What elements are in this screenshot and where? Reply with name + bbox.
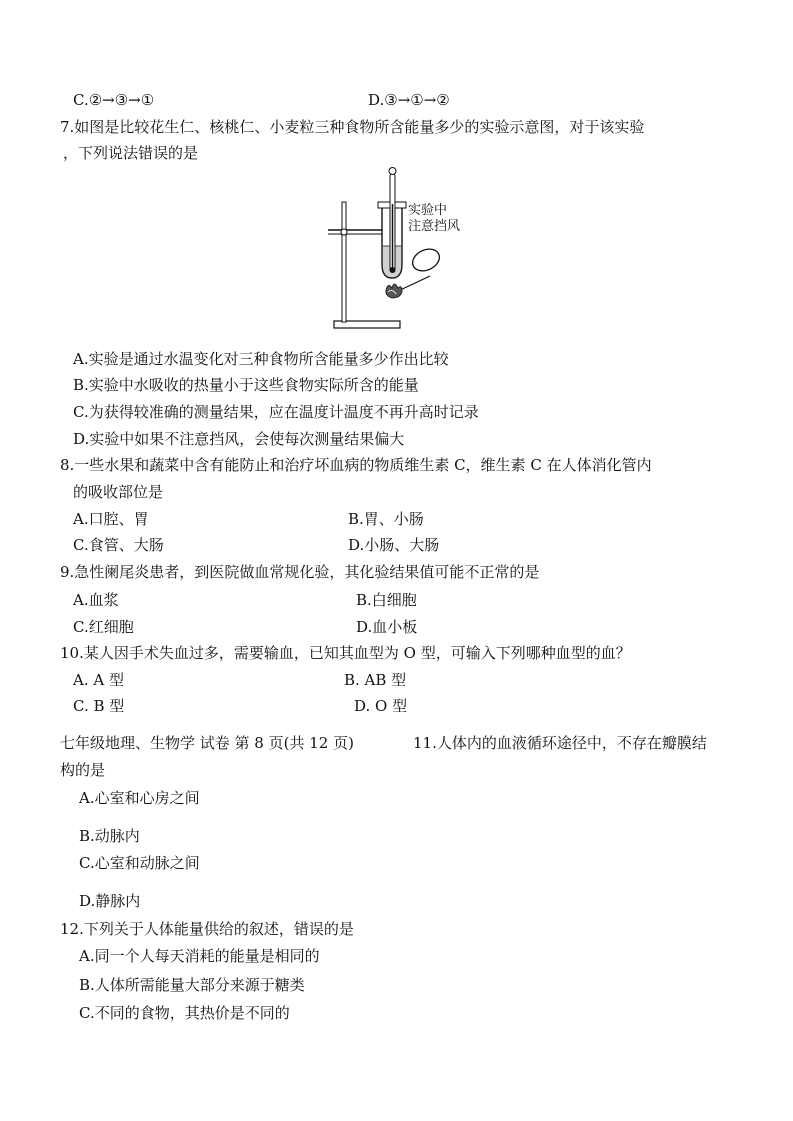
q10-option-b: B. AB 型 (344, 671, 407, 689)
q12-option-a: A.同一个人每天消耗的能量是相同的 (79, 947, 320, 965)
q8-option-a: A.口腔、胃 (73, 510, 149, 528)
q7-stem-line2: ，下列说法错误的是 (63, 144, 199, 162)
q10-option-c: C. B 型 (73, 697, 125, 715)
q7-option-d: D.实验中如果不注意挡风，会使每次测量结果偏大 (73, 430, 405, 448)
q9-option-c: C.红细胞 (73, 618, 134, 636)
q7-option-c: C.为获得较准确的测量结果，应在温度计温度不再升高时记录 (73, 403, 479, 421)
q8-option-d: D.小肠、大肠 (348, 536, 440, 554)
q9-stem: 9.急性阑尾炎患者，到医院做血常规化验，其化验结果值可能不正常的是 (60, 563, 540, 581)
q10-option-d: D. O 型 (354, 697, 408, 715)
q8-option-b: B.胃、小肠 (348, 510, 424, 528)
q6-option-c: C.②→③→① (73, 91, 155, 109)
q12-stem: 12.下列关于人体能量供给的叙述，错误的是 (60, 920, 354, 938)
q11-option-b: B.动脉内 (79, 827, 140, 845)
q11-stem-line2: 构的是 (60, 761, 106, 779)
q11-option-d: D.静脉内 (79, 892, 141, 910)
q11-option-a: A.心室和心房之间 (79, 789, 200, 807)
clamp-knob (341, 229, 347, 235)
q12-option-b: B.人体所需能量大部分来源于糖类 (79, 976, 305, 994)
q11-option-c: C.心室和动脉之间 (79, 854, 200, 872)
q12-option-c: C.不同的食物，其热价是不同的 (79, 1004, 290, 1022)
q7-option-b: B.实验中水吸收的热量小于这些食物实际所含的能量 (73, 376, 419, 394)
q9-option-b: B.白细胞 (356, 591, 417, 609)
q7-option-a: A.实验是通过水温变化对三种食物所含能量多少作出比较 (73, 350, 449, 368)
experiment-figure (322, 164, 482, 332)
q8-stem-line2: 的吸收部位是 (73, 483, 164, 501)
page-footer: 七年级地理、生物学 试卷 第 8 页(共 12 页) (60, 734, 354, 752)
burning-food (386, 284, 402, 298)
q9-option-a: A.血浆 (73, 591, 119, 609)
q6-option-d: D.③→①→② (368, 91, 450, 109)
figure-label-line1: 实验中 (408, 203, 448, 218)
figure-label-line2: 注意挡风 (408, 219, 461, 234)
handle-disc (409, 245, 443, 275)
q10-option-a: A. A 型 (73, 671, 124, 689)
q8-stem-line1: 8.一些水果和蔬菜中含有能防止和治疗坏血病的物质维生素 C，维生素 C 在人体消化管内 (60, 456, 652, 474)
q9-option-d: D.血小板 (356, 618, 418, 636)
q8-option-c: C.食管、大肠 (73, 536, 164, 554)
q7-stem-line1: 7.如图是比较花生仁、核桃仁、小麦粒三种食物所含能量多少的实验示意图，对于该实验 (60, 118, 645, 136)
q10-stem: 10.某人因手术失血过多，需要输血，已知其血型为 O 型，可输入下列哪种血型的血？ (60, 644, 631, 662)
q11-stem-line1: 11.人体内的血液循环途径中，不存在瓣膜结 (413, 734, 707, 752)
stand-rod (342, 202, 346, 322)
